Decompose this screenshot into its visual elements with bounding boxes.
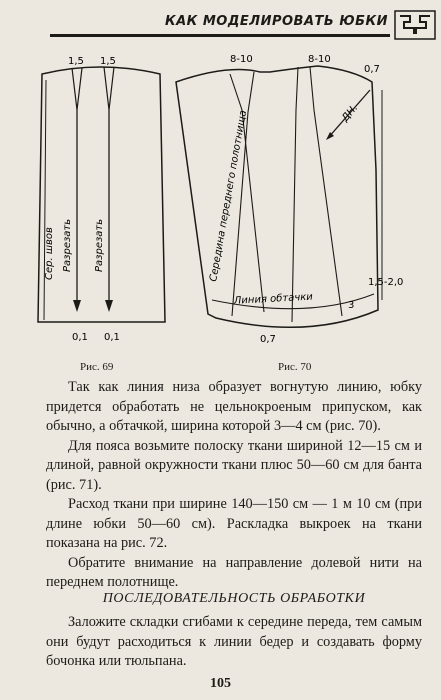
figure-70-caption: Рис. 70 (278, 361, 312, 373)
page-number: 105 (210, 676, 231, 691)
fig70-side-label: 1,5-2,0 (368, 277, 404, 288)
fig69-cut-label-1: Разрезать (62, 218, 73, 272)
fig70-grain-label: ДН. (339, 102, 361, 124)
paragraph-1: Так как линия низа образует вогнутую линию, юбку придется обработать не цельнокроеным припуском, как обычно, а обтачкой, ширина которой 3—4 см (рис. 70). (46, 379, 422, 434)
fig69-top-label-1: 1,5 (68, 56, 84, 67)
section-title: ПОСЛЕДОВАТЕЛЬНОСТЬ ОБРАБОТКИ (102, 591, 366, 606)
fig69-cut-label-2: Разрезать (94, 218, 105, 272)
body-text (46, 378, 422, 593)
section-paragraph: Заложите складки сгибами к середине переда, тем самым они будут расходиться к линии бедер и создавать форму бочонка или тюльпана. (46, 614, 422, 669)
fig70-bottom-label: 0,7 (260, 334, 276, 345)
fig70-facing-width-label: 3 (348, 300, 355, 311)
header-rule (50, 34, 390, 37)
fig70-center-label: Середина переднего полотнища (208, 109, 250, 283)
paragraph-4: Обратите внимание на направление долевой нити на переднем полотнище. (46, 554, 422, 590)
fig69-side-seam-label: Сер. швов (44, 227, 55, 280)
fig70-top-label-2: 8-10 (308, 54, 331, 65)
fig70-top-label-1: 8-10 (230, 54, 253, 65)
fig70-facing-label: Линия обтачки (233, 291, 314, 307)
ornament-icon (394, 10, 436, 40)
section-body (46, 613, 422, 672)
fig69-bottom-label-2: 0,1 (104, 332, 120, 343)
figure-70-diagram (168, 50, 418, 350)
header-title: КАК МОДЕЛИРОВАТЬ ЮБКИ (165, 14, 388, 29)
fig69-bottom-label-1: 0,1 (72, 332, 88, 343)
paragraph-3: Расход ткани при ширине 140—150 см — 1 м 10 см (при длине юбки 50—60 см). Раскладка выкроек на ткани показана на рис. 72. (46, 496, 422, 551)
figure-69-diagram (20, 50, 180, 350)
running-header (50, 10, 438, 40)
fig70-top-label-3: 0,7 (364, 64, 380, 75)
paragraph-2: Для пояса возьмите полоску ткани шириной 12—15 см и длиной, равной окружности ткани плюс 50—60 см для банта (рис. 71). (46, 437, 422, 493)
fig69-top-label-2: 1,5 (100, 56, 116, 67)
figure-69-caption: Рис. 69 (80, 361, 114, 373)
